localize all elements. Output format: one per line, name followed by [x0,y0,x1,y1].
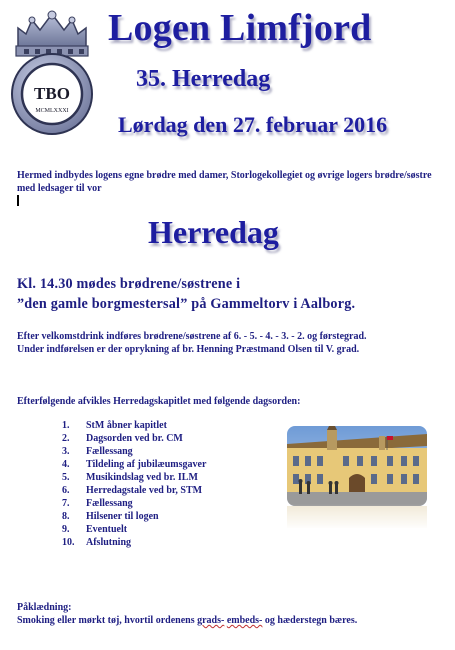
agenda-item: 2. Dagsorden ved br. CM [62,433,183,444]
agenda-item: 6. Herredagstale ved br, STM [62,485,203,496]
agenda-item: 1. StM åbner kapitlet [62,420,167,431]
dress-code-text: Smoking eller mørkt tøj, hvortil ordenens grads- embeds- og hæderstegn bæres. [17,615,358,626]
logo-numeral: MCMLXXXI [35,108,69,114]
invitation-intro: Hermed indbydes logens egne brødre med damer, Storlogekollegiet og øvrige logers brødre/søstre med ledsager til vor [17,170,432,194]
procedure-line-2: Under indførelsen er der oprykning af br. Henning Præstmand Olsen til V. grad. [17,344,360,355]
town-hall-photo [287,426,427,530]
page-title: Logen Limfjord [108,7,372,49]
agenda-item: 9. Eventuelt [62,524,128,535]
event-heading: Herredag [148,214,279,250]
agenda-item: 10. Afslutning [62,537,132,548]
agenda-item: 8. Hilsener til logen [62,511,159,522]
meeting-line-1: Kl. 14.30 mødes brødrene/søstrene i [17,276,241,292]
meeting-info [17,274,447,314]
meeting-line-2: ”den gamle borgmestersal” på Gammeltorv i Aalborg. [17,296,356,312]
procedure-text [17,330,447,356]
agenda-item: 3. Fællessang [62,446,133,457]
agenda-item: 7. Fællessang [62,498,133,509]
agenda-item: 5. Musikindslag ved br. ILM [62,472,198,483]
program-intro: Efterfølgende afvikles Herredagskapitlet med følgende dagsorden: [17,396,301,407]
procedure-line-1: Efter velkomstdrink indføres brødrene/søstrene af 6. - 5. - 4. - 3. - 2. og førstegrad. [17,331,367,342]
event-subtitle: 35. Herredag [136,66,271,92]
event-date: Lørdag den 27. februar 2016 [118,112,388,137]
lodge-emblem-logo [4,8,100,136]
agenda-list [62,419,206,549]
agenda-item: 4. Tildeling af jubilæumsgaver [62,459,207,470]
text-cursor [17,195,19,206]
logo-initials: TBO [34,84,70,103]
crown-icon [16,11,88,56]
dress-code-label: Påklædning: [17,602,72,613]
